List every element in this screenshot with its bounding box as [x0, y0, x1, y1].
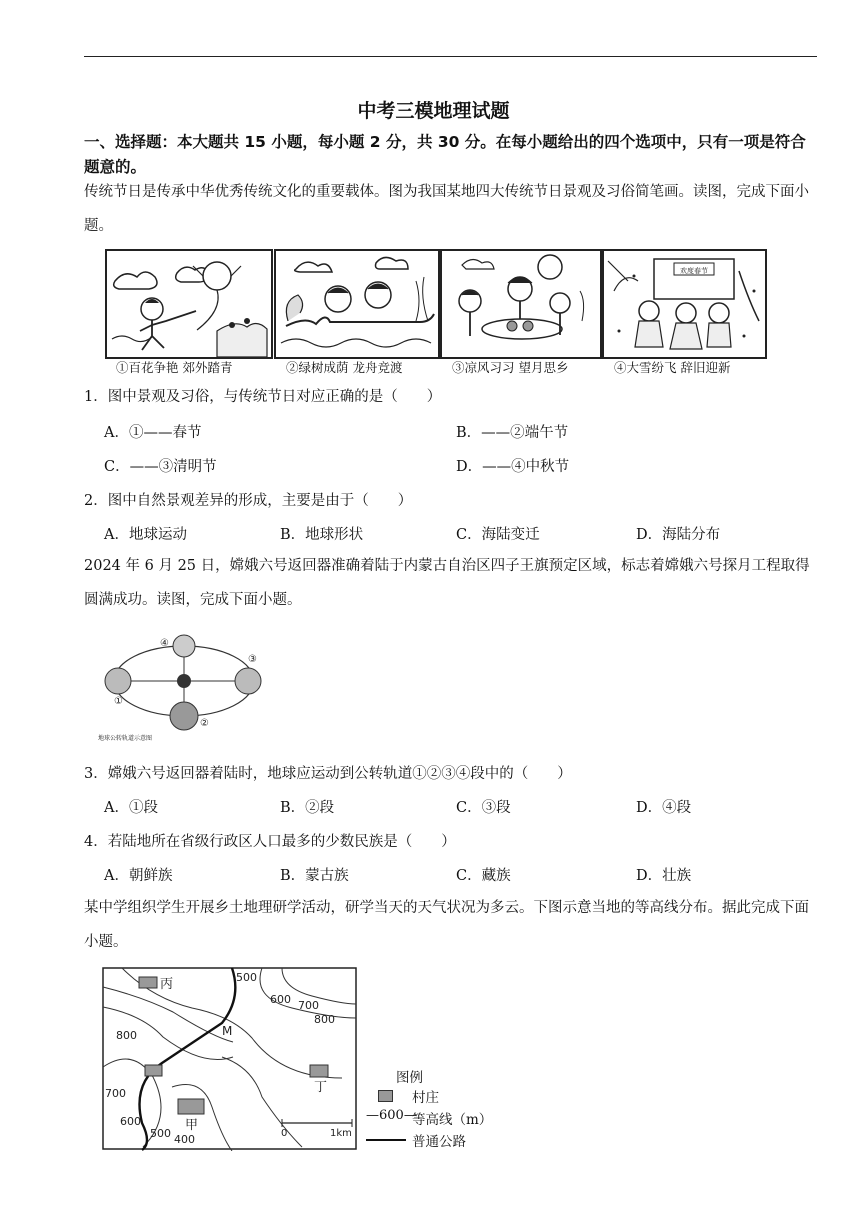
earth-bottom-icon: [170, 702, 198, 730]
contour-label-600-top: 600: [270, 993, 291, 1006]
panel-caption-4: ④大雪纷飞 辞旧迎新: [614, 360, 731, 375]
q3-option-c[interactable]: C．③段: [456, 800, 511, 816]
contour-label-500-top: 500: [236, 971, 257, 984]
group3-intro: 某中学组织学生开展乡土地理研学活动，研学当天的天气状况为多云。下图示意当地的等高线分布。据此完成下面小题。: [84, 900, 809, 950]
winter-banner-text: 欢度春节: [680, 267, 708, 275]
q1-option-b[interactable]: B．——②端午节: [456, 425, 569, 441]
q2-option-a[interactable]: A．地球运动: [104, 527, 187, 543]
orbit-label-2: ②: [200, 718, 209, 729]
contour-label-600-left: 600: [120, 1115, 141, 1128]
village-ding-icon: [310, 1065, 328, 1077]
earth-right-icon: [235, 668, 261, 694]
point-m-label: M: [222, 1024, 233, 1038]
panel-summer-dragon-boat: [274, 249, 440, 359]
legend-road-line: [366, 1139, 406, 1141]
contour-label-500-bottom: 500: [150, 1127, 171, 1140]
question-1-stem: 1．图中景观及习俗，与传统节日对应正确的是（ ）: [84, 389, 442, 405]
village-jia-label: 甲: [185, 1118, 199, 1133]
q3-option-a[interactable]: A．①段: [104, 800, 158, 816]
legend-village-icon: [378, 1090, 393, 1102]
q1-option-c[interactable]: C．——③清明节: [104, 459, 217, 475]
contour-label-800-right: 800: [314, 1013, 335, 1026]
snow-drawing: [604, 251, 765, 357]
village-jia-icon: [178, 1099, 204, 1114]
group1-intro: 传统节日是传承中华优秀传统文化的重要载体。图为我国某地四大传统节日景观及习俗简笔画。读图，完成下面小题。: [84, 184, 809, 234]
q2-option-c[interactable]: C．海陆变迁: [456, 527, 540, 543]
orbit-label-3: ③: [248, 654, 257, 665]
q4-option-c[interactable]: C．藏族: [456, 868, 511, 884]
earth-orbit-diagram: [98, 628, 268, 744]
q4-option-a[interactable]: A．朝鲜族: [104, 868, 173, 884]
earth-top-icon: [173, 635, 195, 657]
panel-winter-snow: [602, 249, 767, 359]
panel-caption-3: ③凉风习习 望月思乡: [452, 360, 569, 375]
panel-caption-1: ①百花争艳 郊外踏青: [116, 360, 233, 375]
question-2-stem: 2．图中自然景观差异的形成，主要是由于（ ）: [84, 493, 413, 509]
q4-option-b[interactable]: B．蒙古族: [280, 868, 349, 884]
panel-autumn-moon: [440, 249, 602, 359]
section-heading: 一、选择题：本大题共 15 小题，每小题 2 分，共 30 分。在每小题给出的四个选项中，只有一项是符合题意的。: [84, 133, 806, 176]
village-ding-label: 丁: [314, 1080, 328, 1095]
panel-spring-kite: [105, 249, 273, 359]
orbit-figure-caption: 地球公转轨道示意图: [98, 735, 153, 742]
orbit-label-4: ④: [160, 638, 169, 649]
contour-map: [102, 967, 358, 1151]
scale-km: 1km: [330, 1128, 352, 1139]
moon-drawing: [442, 251, 600, 357]
question-3-stem: 3．嫦娥六号返回器着陆时，地球应运动到公转轨道①②③④段中的（ ）: [84, 766, 572, 782]
q1-option-d[interactable]: D．——④中秋节: [456, 459, 570, 475]
earth-left-icon: [105, 668, 131, 694]
contour-label-400-bottom: 400: [174, 1133, 195, 1146]
village-bing-icon: [139, 977, 157, 988]
legend-contour-value: 600: [379, 1108, 404, 1123]
village-west-icon: [145, 1065, 162, 1076]
q2-option-b[interactable]: B．地球形状: [280, 527, 364, 543]
q2-option-d[interactable]: D．海陆分布: [636, 527, 721, 543]
q4-option-d[interactable]: D．壮族: [636, 868, 692, 884]
scale-zero: 0: [281, 1128, 288, 1139]
panel-caption-2: ②绿树成荫 龙舟竞渡: [286, 360, 403, 375]
spring-kite-drawing: [107, 251, 271, 357]
group2-intro: 2024 年 6 月 25 日，嫦娥六号返回器准确着陆于内蒙古自治区四子王旗预定区域，标志着嫦娥六号探月工程取得圆满成功。读图，完成下面小题。: [84, 558, 810, 608]
q3-option-b[interactable]: B．②段: [280, 800, 335, 816]
q3-option-d[interactable]: D．④段: [636, 800, 692, 816]
page-title: 中考三模地理试题: [357, 100, 510, 122]
legend-village-label: 村庄: [412, 1090, 439, 1106]
contour-label-700-top: 700: [298, 999, 319, 1012]
contour-label-800-left: 800: [116, 1029, 137, 1042]
dragon-boat-drawing: [276, 251, 438, 357]
question-4-stem: 4．若陆地所在省级行政区人口最多的少数民族是（ ）: [84, 834, 456, 850]
orbit-label-1: ①: [114, 696, 123, 707]
contour-label-700-left: 700: [105, 1087, 126, 1100]
legend-title: 图例: [396, 1070, 423, 1086]
legend-road-label: 普通公路: [412, 1134, 466, 1150]
legend-contour-label: 等高线（m）: [412, 1112, 493, 1128]
sun-icon: [177, 674, 191, 688]
header-rule: [84, 56, 817, 57]
q1-option-a[interactable]: A．①——春节: [104, 425, 202, 441]
village-bing-label: 丙: [160, 977, 174, 992]
legend-contour-sample: —600—: [366, 1108, 417, 1123]
